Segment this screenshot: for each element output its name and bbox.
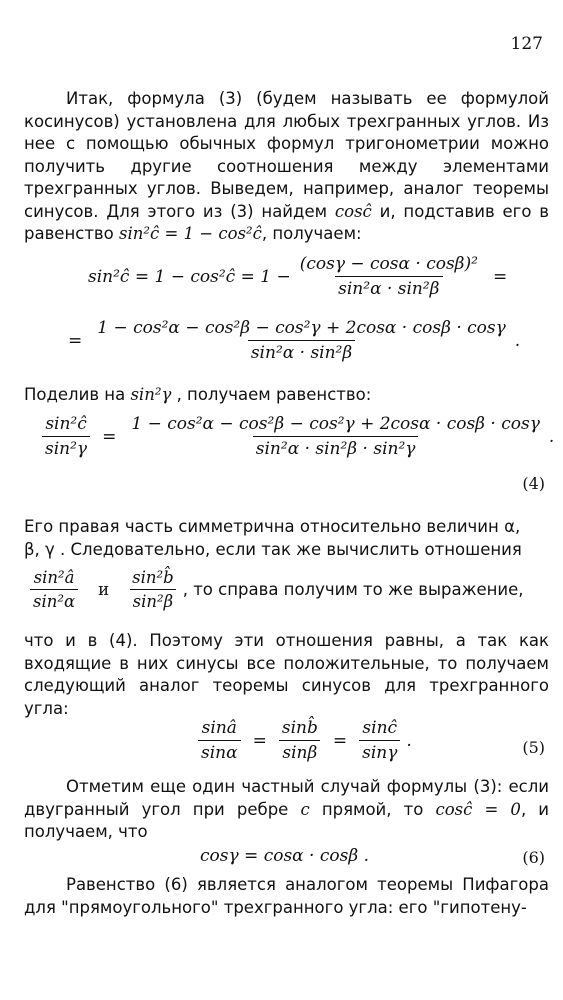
and-word: и: [98, 580, 110, 599]
inline-math-cos: cosĉ: [334, 201, 372, 221]
eq4-lhs-denominator: sin²γ: [42, 436, 90, 459]
divide-text-end: , получаем равенство:: [176, 385, 372, 404]
divide-text-start: Поделив на: [24, 385, 126, 404]
equation-5-label: (5): [522, 738, 545, 757]
eq1-lhs: sin²ĉ = 1 − cos²ĉ = 1 −: [88, 266, 291, 287]
eq2-denominator: sin²α · sin²β: [248, 340, 355, 363]
equation-6-label: (6): [522, 848, 545, 867]
eq5-f2-denominator: sinβ: [279, 740, 320, 763]
equation-1: [88, 254, 513, 299]
intro-text: Итак, формула (3) (будем называть ее формулой косинусов) установлена для любых трехгранных углов. Из нее с помощью обычных формул тригонометрии можно получить другие соотношения между элементами трехгранных углов. Выведем, например, аналог теоремы синусов. Для этого из (3) найдем: [24, 89, 549, 221]
eq2-lhs: =: [68, 330, 83, 351]
inline-math-c: c: [300, 799, 310, 819]
eq5-f3-denominator: sinγ: [359, 740, 400, 763]
special-case-end: , и получаем, что: [24, 799, 550, 841]
intro-text-end: , получаем:: [261, 224, 362, 243]
ratios-text-after: , то справа получим то же выражение,: [182, 580, 524, 599]
ratio-a-denominator: sin²α: [30, 589, 78, 611]
ratio-b-fraction: [129, 568, 177, 611]
eq5-fraction-3: [359, 718, 400, 763]
eq1-numerator: (cosγ − cosα · cosβ)²: [299, 254, 478, 274]
paragraph-special-case: [24, 776, 549, 844]
eq5-f2-numerator: sinb̂: [281, 718, 318, 738]
eq5-equals-2: =: [332, 730, 348, 751]
paragraph-divide: [24, 384, 549, 407]
equation-4-label: (4): [522, 474, 545, 493]
eq4-end: .: [548, 426, 555, 447]
ratio-b-numerator: sin²b̂: [132, 568, 174, 587]
eq2-numerator: 1 − cos²α − cos²β − cos²γ + 2cosα · cosβ · cosγ: [97, 318, 506, 338]
symmetry-line-2: β, γ . Следовательно, если так же вычислить отношения: [24, 539, 522, 559]
eq4-lhs-fraction: [42, 414, 90, 459]
eq5-fraction-2: [279, 718, 321, 763]
eq4-rhs-fraction: [128, 414, 543, 459]
eq4-equals: =: [102, 426, 117, 447]
paragraph-intro: [24, 88, 549, 246]
inline-math-cos-zero: cosĉ = 0: [435, 799, 521, 819]
ratio-b-denominator: sin²β: [130, 589, 177, 611]
ratio-a-fraction: [30, 568, 78, 611]
eq2-end: .: [514, 330, 521, 351]
eq4-rhs-numerator: 1 − cos²α − cos²β − cos²γ + 2cosα · cosβ · cosγ: [131, 414, 540, 434]
eq4-lhs-numerator: sin²ĉ: [45, 414, 87, 434]
ratios-line: [24, 568, 549, 611]
eq1-denominator: sin²α · sin²β: [335, 276, 442, 299]
ratio-a-numerator: sin²â: [33, 568, 75, 587]
symmetry-line-1: Его правая часть симметрична относительно величин α,: [24, 517, 521, 536]
eq5-equals-1: =: [252, 730, 267, 751]
paragraph-symmetry: [24, 516, 549, 561]
eq5-fraction-1: [198, 718, 241, 763]
eq1-fraction: [297, 254, 481, 299]
equation-6: cosγ = cosα · cosβ .: [200, 846, 369, 866]
inline-math-sin-gamma: sin²γ: [130, 385, 172, 404]
eq5-f3-numerator: sinĉ: [362, 718, 398, 738]
equation-4: [36, 414, 554, 459]
equation-2: [62, 318, 520, 363]
paragraph-conclusion: что и в (4). Поэтому эти отношения равны, а так как входящие в них синусы все положительные, то получаем следующий аналог теоремы синусов для трехгранного угла:: [24, 631, 549, 718]
equation-5: [192, 718, 412, 763]
inline-math-identity: sin²ĉ = 1 − cos²ĉ: [119, 224, 262, 243]
eq5-f1-numerator: sinâ: [201, 718, 237, 738]
page-number: 127: [510, 34, 543, 54]
eq5-f1-denominator: sinα: [198, 740, 241, 763]
eq2-fraction: [94, 318, 509, 363]
special-case-text: Отметим еще один частный случай формулы (3): если двугранный угол при ребре: [24, 777, 549, 819]
intro-text-mid: и, подставив его в равенство: [24, 201, 549, 243]
paragraph-pythagoras: Равенство (6) является аналогом теоремы Пифагора для "прямоугольного" трехгранного угла: его "гипотену-: [24, 875, 549, 917]
eq1-rhs: =: [492, 266, 508, 287]
special-case-mid: прямой, то: [321, 799, 424, 819]
eq4-rhs-denominator: sin²α · sin²β · sin²γ: [253, 436, 419, 459]
eq5-end: .: [406, 730, 412, 751]
